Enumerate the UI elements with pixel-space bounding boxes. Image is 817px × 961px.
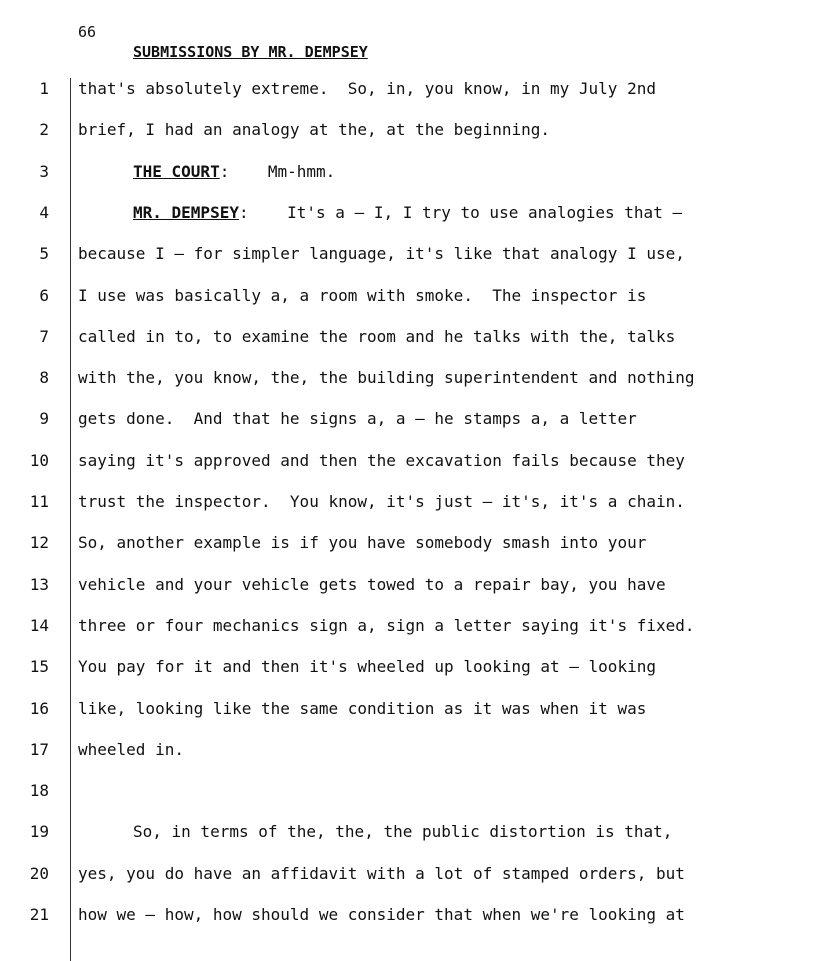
line-number: 9 xyxy=(39,409,49,429)
line-text xyxy=(133,161,335,183)
speaker-separator: : xyxy=(219,161,268,181)
transcript-line xyxy=(0,367,817,389)
line-number: 15 xyxy=(29,657,49,677)
line-text xyxy=(78,367,695,389)
line-content: gets done. And that he signs a, a — he stamps a, a letter xyxy=(78,409,637,429)
line-text xyxy=(78,532,646,554)
line-number: 2 xyxy=(39,120,49,140)
line-number: 17 xyxy=(29,739,49,759)
line-text xyxy=(78,285,646,307)
transcript-line xyxy=(0,491,817,513)
transcript-line xyxy=(0,574,817,596)
line-content: because I — for simpler language, it's like that analogy I use, xyxy=(78,244,685,264)
line-text xyxy=(78,863,685,885)
line-number: 21 xyxy=(29,905,49,924)
section-header: SUBMISSIONS BY MR. DEMPSEY xyxy=(133,43,368,61)
line-number: 13 xyxy=(29,574,49,594)
transcript-line xyxy=(0,656,817,678)
transcript-line xyxy=(0,285,817,307)
transcript-line xyxy=(0,821,817,843)
line-text xyxy=(78,656,656,678)
transcript-line xyxy=(0,119,817,141)
line-text xyxy=(78,78,656,100)
line-content: It's a — I, I try to use analogies that — xyxy=(287,202,683,222)
line-content: that's absolutely extreme. So, in, you know, in my July 2nd xyxy=(78,79,656,98)
line-number: 18 xyxy=(29,781,49,801)
transcript-line xyxy=(0,243,817,265)
line-content: vehicle and your vehicle gets towed to a repair bay, you have xyxy=(78,574,666,594)
line-text xyxy=(78,739,184,761)
line-text xyxy=(78,491,685,513)
transcript-line xyxy=(0,202,817,224)
line-content: wheeled in. xyxy=(78,739,184,759)
line-number: 19 xyxy=(29,822,49,842)
line-number: 4 xyxy=(39,202,49,222)
line-number: 12 xyxy=(29,533,49,553)
transcript-line xyxy=(0,450,817,472)
line-content: how we — how, how should we consider that when we're looking at xyxy=(78,905,685,924)
line-number: 10 xyxy=(29,450,49,470)
line-content: called in to, to examine the room and he talks with the, talks xyxy=(78,326,676,346)
transcript-line xyxy=(0,78,817,100)
line-content: three or four mechanics sign a, sign a letter saying it's fixed. xyxy=(78,615,695,635)
line-number: 16 xyxy=(29,698,49,718)
speaker-label: THE COURT xyxy=(133,161,220,181)
line-text xyxy=(78,326,675,348)
line-content: yes, you do have an affidavit with a lot of stamped orders, but xyxy=(78,863,685,883)
line-content: trust the inspector. You know, it's just — it's, it's a chain. xyxy=(78,492,685,511)
page-number: 66 xyxy=(78,23,97,41)
line-content: brief, I had an analogy at the, at the beginning. xyxy=(78,120,551,140)
line-content: I use was basically a, a room with smoke. The inspector is xyxy=(78,285,647,305)
line-number: 7 xyxy=(39,326,49,346)
line-text xyxy=(78,119,550,141)
transcript-line xyxy=(0,161,817,183)
line-content: So, another example is if you have somebody smash into your xyxy=(78,533,647,553)
transcript-line xyxy=(0,532,817,554)
speaker-separator: : xyxy=(238,202,288,222)
line-number: 8 xyxy=(39,368,49,388)
line-text xyxy=(78,615,695,637)
transcript-line xyxy=(0,780,817,802)
transcript-line xyxy=(0,615,817,637)
line-number: 6 xyxy=(39,285,49,305)
line-text xyxy=(78,450,685,472)
line-content: saying it's approved and then the excavation fails because they xyxy=(78,450,685,470)
line-content: You pay for it and then it's wheeled up looking at — looking xyxy=(78,657,656,677)
line-text xyxy=(78,904,685,926)
line-text xyxy=(133,821,672,843)
transcript-line xyxy=(0,739,817,761)
line-text xyxy=(133,202,682,224)
line-content: So, in terms of the, the, the public distortion is that, xyxy=(133,822,673,842)
line-number: 3 xyxy=(39,161,49,181)
line-text xyxy=(78,574,666,596)
line-text xyxy=(78,698,646,720)
line-number: 11 xyxy=(29,492,49,511)
line-number: 14 xyxy=(29,615,49,635)
transcript-line xyxy=(0,698,817,720)
line-content: with the, you know, the, the building superintendent and nothing xyxy=(78,368,695,388)
transcript-line xyxy=(0,326,817,348)
line-number: 5 xyxy=(39,244,49,264)
line-content: like, looking like the same condition as it was when it was xyxy=(78,698,647,718)
transcript-line xyxy=(0,863,817,885)
line-number: 1 xyxy=(39,79,49,98)
speaker-label: MR. DEMPSEY xyxy=(133,202,239,222)
line-content: Mm-hmm. xyxy=(267,161,336,181)
line-number: 20 xyxy=(29,863,49,883)
line-text xyxy=(78,243,685,265)
transcript-line xyxy=(0,408,817,430)
transcript-line xyxy=(0,904,817,926)
line-text xyxy=(78,408,637,430)
